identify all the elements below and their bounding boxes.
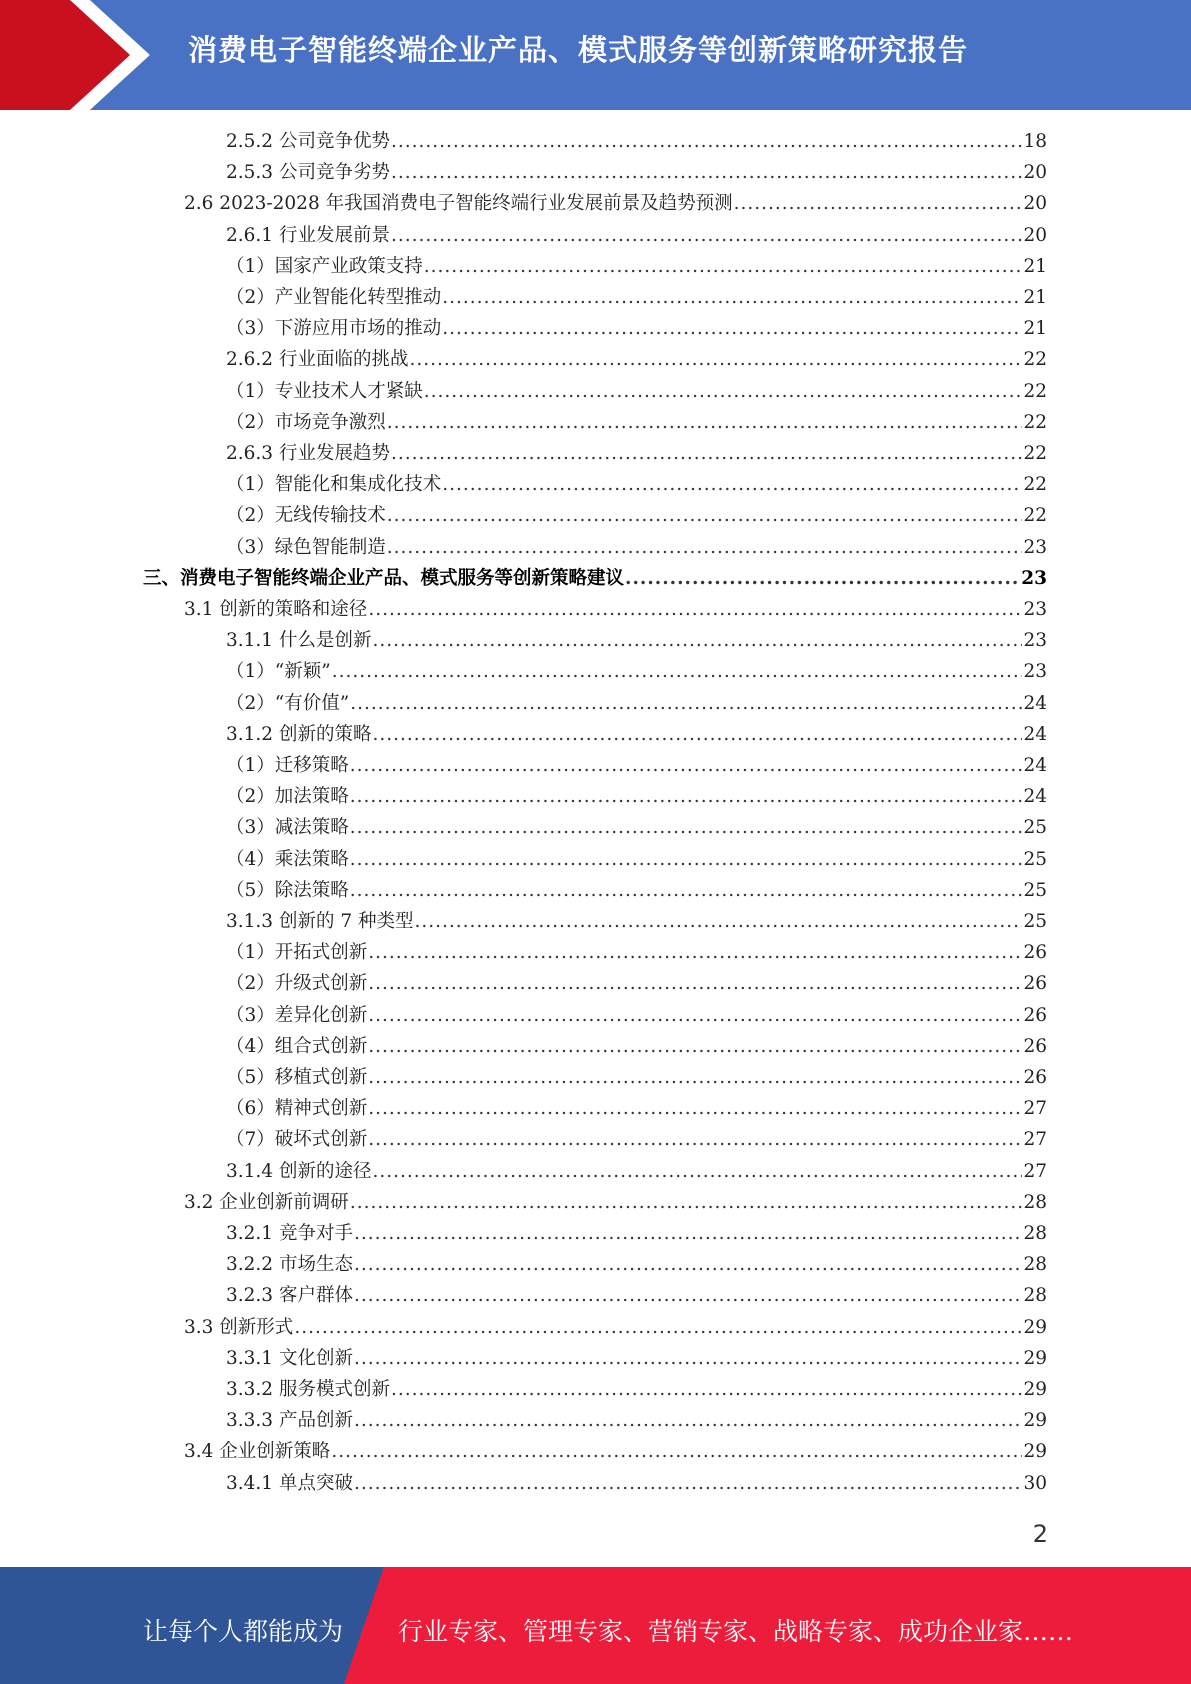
toc-entry-label: （2）“有价值” (226, 692, 350, 714)
toc-entry-page: 24 (1023, 786, 1047, 808)
toc-dot-leader (350, 750, 1023, 781)
toc-entry-page: 23 (1023, 661, 1047, 683)
toc-dot-leader (368, 968, 1022, 999)
toc-dot-leader (332, 656, 1023, 687)
toc-dot-leader (354, 1405, 1023, 1436)
toc-dot-leader (368, 1062, 1022, 1093)
toc-dot-leader (350, 781, 1023, 812)
toc-dot-leader (331, 1436, 1022, 1467)
toc-entry-page: 22 (1023, 505, 1047, 527)
toc-entry-label: 2.6.1 行业发展前景 (226, 224, 390, 246)
toc-entry[interactable] (226, 1374, 1047, 1405)
toc-entry-label: 3.4.1 单点突破 (226, 1472, 353, 1494)
toc-entry-page: 28 (1023, 1254, 1047, 1276)
toc-entry[interactable] (226, 656, 1047, 687)
toc-dot-leader (368, 594, 1022, 625)
toc-entry-label: （1）智能化和集成化技术 (226, 474, 442, 496)
toc-entry-label: 2.6.3 行业发展趋势 (226, 443, 390, 464)
toc-dot-leader (415, 906, 1023, 937)
toc-entry-page: 22 (1023, 349, 1047, 371)
toc-entry[interactable] (226, 500, 1047, 531)
toc-entry-label: （3）绿色智能制造 (226, 536, 386, 558)
toc-entry[interactable] (226, 532, 1047, 563)
toc-entry-page: 29 (1023, 1410, 1047, 1432)
toc-dot-leader (391, 1374, 1022, 1405)
toc-entry-label: 3.2.3 客户群体 (226, 1285, 353, 1307)
page-header (0, 0, 1191, 110)
toc-entry-page: 26 (1023, 1004, 1047, 1026)
toc-dot-leader (625, 563, 1020, 594)
toc-entry[interactable] (226, 1062, 1047, 1093)
toc-entry[interactable] (184, 1436, 1047, 1467)
toc-entry-page: 23 (1023, 630, 1047, 652)
toc-entry-page: 25 (1023, 848, 1047, 870)
toc-entry-label: 3.2.1 竞争对手 (226, 1223, 353, 1244)
toc-entry-label: （2）产业智能化转型推动 (226, 287, 442, 308)
page-number: 2 (1032, 1520, 1048, 1548)
toc-entry[interactable] (184, 188, 1047, 219)
toc-entry[interactable] (184, 1312, 1047, 1343)
toc-dot-leader (354, 1343, 1023, 1374)
toc-dot-leader (734, 188, 1023, 219)
toc-entry-label: 3.2 企业创新前调研 (184, 1191, 349, 1213)
toc-entry-label: 3.1.2 创新的策略 (226, 723, 372, 745)
toc-entry[interactable] (226, 1405, 1047, 1436)
toc-dot-leader (350, 1187, 1023, 1218)
toc-dot-leader (368, 1031, 1022, 1062)
toc-entry-label: （3）下游应用市场的推动 (226, 318, 442, 340)
toc-entry[interactable] (226, 937, 1047, 968)
toc-entry-page: 22 (1023, 474, 1047, 496)
toc-dot-leader (442, 313, 1022, 344)
toc-dot-leader (354, 1468, 1023, 1499)
toc-entry[interactable] (226, 1280, 1047, 1311)
toc-dot-leader (372, 719, 1022, 750)
toc-entry-label: 3.1.1 什么是创新 (226, 630, 372, 652)
toc-entry-page: 26 (1023, 973, 1047, 995)
toc-entry-label: （1）专业技术人才紧缺 (226, 380, 423, 402)
toc-entry-label: （1）“新颖” (226, 661, 331, 683)
toc-dot-leader (350, 688, 1022, 719)
toc-entry-page: 22 (1023, 443, 1047, 464)
toc-dot-leader (424, 251, 1023, 282)
toc-entry-label: （5）除法策略 (226, 879, 349, 901)
toc-entry[interactable] (226, 313, 1047, 344)
toc-entry-page: 29 (1023, 1441, 1047, 1463)
toc-dot-leader (391, 157, 1022, 188)
toc-entry-label: 2.6.2 行业面临的挑战 (226, 349, 409, 371)
toc-entry-label: （5）移植式创新 (226, 1067, 368, 1088)
toc-dot-leader (368, 1124, 1022, 1155)
toc-entry[interactable] (226, 1218, 1047, 1249)
footer-slogan-right: 行业专家、管理专家、营销专家、战略专家、成功企业家…… (398, 1617, 1074, 1646)
toc-dot-leader (294, 1312, 1022, 1343)
toc-entry-page: 28 (1023, 1223, 1047, 1244)
toc-entry[interactable] (226, 844, 1047, 875)
toc-entry-page: 25 (1023, 911, 1047, 932)
toc-dot-leader (442, 282, 1022, 313)
toc-dot-leader (354, 1280, 1023, 1311)
toc-entry-page: 21 (1023, 255, 1047, 277)
toc-entry-page: 22 (1023, 411, 1047, 433)
toc-entry-page: 25 (1023, 817, 1047, 839)
toc-entry[interactable] (143, 563, 1047, 594)
toc-dot-leader (387, 500, 1023, 531)
toc-entry-label: 3.1 创新的策略和途径 (184, 599, 368, 620)
toc-entry[interactable] (226, 469, 1047, 500)
toc-entry-page: 28 (1023, 1191, 1047, 1213)
toc-entry[interactable] (226, 812, 1047, 843)
toc-entry[interactable] (226, 344, 1047, 375)
toc-entry[interactable] (226, 719, 1047, 750)
toc-dot-leader (372, 625, 1022, 656)
toc-entry-label: 3.4 企业创新策略 (184, 1441, 331, 1463)
toc-entry-label: 3.2.2 市场生态 (226, 1254, 353, 1276)
toc-entry-label: 3.1.4 创新的途径 (226, 1160, 372, 1182)
toc-entry-page: 29 (1023, 1379, 1047, 1400)
toc-entry-label: 2.5.3 公司竞争劣势 (226, 162, 390, 184)
toc-entry-page: 21 (1023, 287, 1047, 308)
toc-dot-leader (387, 532, 1023, 563)
toc-entry[interactable] (226, 438, 1047, 469)
toc-entry-label: 3.3.1 文化创新 (226, 1347, 353, 1369)
toc-dot-leader (350, 812, 1023, 843)
toc-entry-label: （2）加法策略 (226, 786, 349, 808)
toc-entry[interactable] (226, 376, 1047, 407)
toc-entry-page: 26 (1023, 1035, 1047, 1057)
toc-entry-label: （4）乘法策略 (226, 848, 349, 870)
toc-dot-leader (391, 220, 1022, 251)
toc-entry[interactable] (226, 1031, 1047, 1062)
toc-entry-label: （1）迁移策略 (226, 755, 349, 776)
toc-entry[interactable] (226, 688, 1047, 719)
toc-entry-page: 28 (1023, 1285, 1047, 1307)
toc-entry-label: 3.3.2 服务模式创新 (226, 1379, 390, 1400)
toc-entry[interactable] (226, 625, 1047, 656)
toc-entry-label: （7）破坏式创新 (226, 1129, 368, 1151)
toc-entry-page: 29 (1023, 1347, 1047, 1369)
toc-entry-page: 20 (1023, 224, 1047, 246)
toc-entry[interactable] (184, 594, 1047, 625)
toc-dot-leader (409, 344, 1022, 375)
toc-entry-page: 26 (1023, 942, 1047, 964)
toc-entry[interactable] (226, 1000, 1047, 1031)
toc-entry-label: 三、消费电子智能终端企业产品、模式服务等创新策略建议 (143, 567, 625, 589)
toc-entry-page: 27 (1023, 1129, 1047, 1151)
toc-entry[interactable] (226, 968, 1047, 999)
toc-entry-page: 24 (1023, 723, 1047, 745)
toc-dot-leader (387, 407, 1023, 438)
toc-entry[interactable] (226, 875, 1047, 906)
toc-entry-label: 3.1.3 创新的 7 种类型 (226, 911, 414, 932)
toc-entry-label: （3）减法策略 (226, 817, 349, 839)
toc-dot-leader (391, 126, 1022, 157)
toc-entry-label: （1）开拓式创新 (226, 942, 368, 964)
toc-dot-leader (368, 1093, 1022, 1124)
toc-entry-page: 27 (1023, 1160, 1047, 1182)
toc-dot-leader (350, 875, 1023, 906)
toc-entry[interactable] (226, 157, 1047, 188)
toc-entry-page: 26 (1023, 1067, 1047, 1088)
footer-slogan-left: 让每个人都能成为 (143, 1617, 344, 1646)
toc-entry-label: （2）升级式创新 (226, 973, 368, 995)
toc-entry-page: 27 (1023, 1098, 1047, 1120)
toc-entry[interactable] (226, 1343, 1047, 1374)
toc-entry-label: （3）差异化创新 (226, 1004, 368, 1026)
toc-entry-page: 24 (1023, 692, 1047, 714)
page-footer (0, 1567, 1191, 1684)
toc-dot-leader (354, 1218, 1023, 1249)
toc-entry[interactable] (226, 781, 1047, 812)
toc-entry-label: （2）无线传输技术 (226, 505, 386, 527)
toc-entry-label: 2.6 2023-2028 年我国消费电子智能终端行业发展前景及趋势预测 (184, 193, 733, 215)
toc-dot-leader (372, 1156, 1022, 1187)
toc-dot-leader (391, 438, 1022, 469)
toc-entry-page: 22 (1023, 380, 1047, 402)
toc-entry[interactable] (226, 220, 1047, 251)
toc-entry[interactable] (226, 1156, 1047, 1187)
toc-entry[interactable] (226, 1093, 1047, 1124)
toc-dot-leader (350, 844, 1023, 875)
toc-entry[interactable] (226, 282, 1047, 313)
toc-entry[interactable] (226, 1124, 1047, 1155)
toc-entry-page: 23 (1023, 599, 1047, 620)
toc-entry[interactable] (226, 251, 1047, 282)
toc-entry-label: 3.3 创新形式 (184, 1316, 294, 1338)
toc-dot-leader (424, 376, 1023, 407)
toc-entry-label: （1）国家产业政策支持 (226, 255, 423, 277)
toc-dot-leader (368, 937, 1022, 968)
toc-entry[interactable] (226, 1249, 1047, 1280)
toc-entry[interactable] (226, 407, 1047, 438)
toc-entry-label: （6）精神式创新 (226, 1098, 368, 1120)
toc-entry-page: 24 (1023, 755, 1047, 776)
toc-dot-leader (368, 1000, 1022, 1031)
toc-entry-label: （2）市场竞争激烈 (226, 411, 386, 433)
toc-entry-page: 25 (1023, 879, 1047, 901)
toc-entry-label: （4）组合式创新 (226, 1035, 368, 1057)
toc-entry[interactable] (226, 126, 1047, 157)
toc-dot-leader (442, 469, 1022, 500)
toc-entry[interactable] (226, 750, 1047, 781)
header-title: 消费电子智能终端企业产品、模式服务等创新策略研究报告 (188, 33, 969, 67)
toc-entry-label: 2.5.2 公司竞争优势 (226, 131, 390, 152)
toc-entry-page: 20 (1023, 162, 1047, 184)
toc-entry-page: 30 (1023, 1472, 1047, 1494)
toc-entry-label: 3.3.3 产品创新 (226, 1410, 353, 1432)
toc-entry[interactable] (226, 1468, 1047, 1499)
toc-entry-page: 23 (1023, 536, 1047, 558)
toc-entry-page: 20 (1023, 193, 1047, 215)
toc-dot-leader (354, 1249, 1023, 1280)
toc-entry-page: 23 (1021, 567, 1047, 589)
toc-entry-page: 18 (1023, 131, 1047, 152)
toc-entry[interactable] (184, 1187, 1047, 1218)
toc-entry[interactable] (226, 906, 1047, 937)
toc-entry-page: 29 (1023, 1316, 1047, 1338)
toc-entry-page: 21 (1023, 318, 1047, 340)
